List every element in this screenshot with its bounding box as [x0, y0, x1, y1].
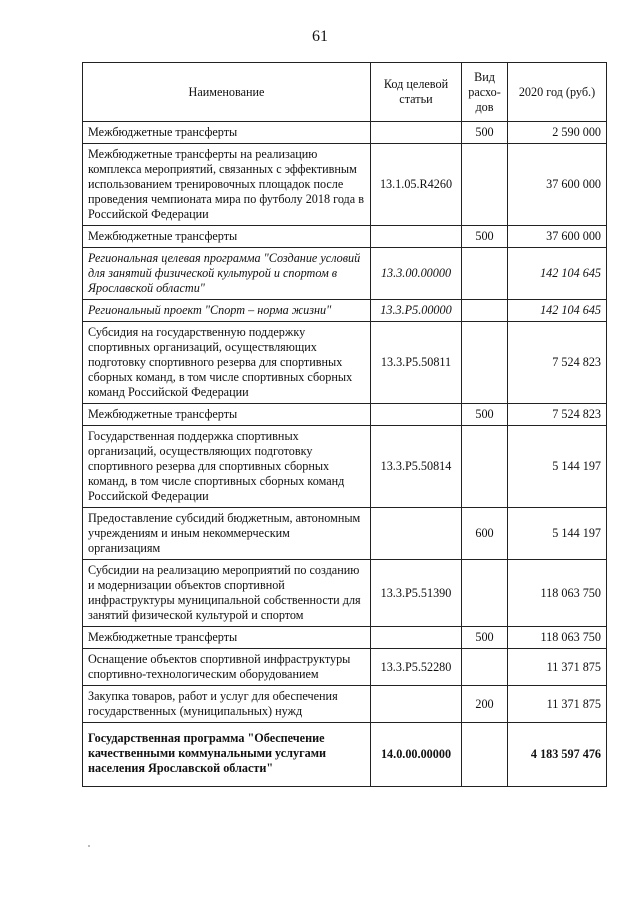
row-kind: 500 — [462, 627, 508, 649]
row-sum: 4 183 597 476 — [508, 723, 607, 787]
row-sum: 118 063 750 — [508, 627, 607, 649]
budget-table — [82, 62, 607, 787]
table-body — [83, 122, 607, 787]
row-code: 13.3.P5.00000 — [371, 300, 462, 322]
column-header-code: Код целевой статьи — [371, 63, 462, 122]
row-name: Межбюджетные трансферты — [83, 404, 371, 426]
table-row — [83, 248, 607, 300]
column-header-kind: Вид расхо-дов — [462, 63, 508, 122]
row-sum: 11 371 875 — [508, 686, 607, 723]
column-header-sum: 2020 год (руб.) — [508, 63, 607, 122]
row-kind: 500 — [462, 226, 508, 248]
table-row — [83, 426, 607, 508]
row-kind — [462, 144, 508, 226]
row-name: Межбюджетные трансферты — [83, 226, 371, 248]
row-sum: 5 144 197 — [508, 426, 607, 508]
row-name: Предоставление субсидий бюджетным, автономным учреждениям и иным некоммерческим организациям — [83, 508, 371, 560]
row-code: 13.3.P5.51390 — [371, 560, 462, 627]
row-kind — [462, 723, 508, 787]
row-code: 14.0.00.00000 — [371, 723, 462, 787]
row-name: Региональный проект "Спорт – норма жизни" — [83, 300, 371, 322]
row-code — [371, 627, 462, 649]
row-name: Оснащение объектов спортивной инфраструктуры спортивно-технологическим оборудованием — [83, 649, 371, 686]
row-kind — [462, 300, 508, 322]
row-code: 13.3.P5.52280 — [371, 649, 462, 686]
row-kind: 500 — [462, 404, 508, 426]
table-row — [83, 723, 607, 787]
row-name: Государственная поддержка спортивных организаций, осуществляющих подготовку спортивного резерва для спортивных сборных команд, в том числе спортивных сборных команд Российской Федерации — [83, 426, 371, 508]
row-sum: 2 590 000 — [508, 122, 607, 144]
row-sum: 142 104 645 — [508, 248, 607, 300]
table-row — [83, 627, 607, 649]
row-name: Субсидия на государственную поддержку спортивных организаций, осуществляющих подготовку спортивного резерва для спортивных сборных команд, в том числе спортивных сборных команд Российской Федерации — [83, 322, 371, 404]
table-row — [83, 322, 607, 404]
row-code: 13.3.00.00000 — [371, 248, 462, 300]
row-code — [371, 686, 462, 723]
row-kind — [462, 649, 508, 686]
row-code — [371, 226, 462, 248]
row-kind: 600 — [462, 508, 508, 560]
row-kind — [462, 248, 508, 300]
table-row — [83, 649, 607, 686]
row-name: Субсидии на реализацию мероприятий по созданию и модернизации объектов спортивной инфраструктуры муниципальной собственности для занятий физической культурой и спортом — [83, 560, 371, 627]
row-name: Межбюджетные трансферты — [83, 122, 371, 144]
scan-speck — [88, 845, 90, 847]
row-name: Региональная целевая программа "Создание условий для занятий физической культурой и спортом в Ярославской области" — [83, 248, 371, 300]
page-number: 61 — [312, 28, 328, 45]
row-kind: 200 — [462, 686, 508, 723]
row-sum: 142 104 645 — [508, 300, 607, 322]
row-name: Межбюджетные трансферты на реализацию комплекса мероприятий, связанных с эффективным использованием тренировочных площадок после проведения чемпионата мира по футболу 2018 года в Российской Федерации — [83, 144, 371, 226]
column-header-name: Наименование — [83, 63, 371, 122]
table-row — [83, 560, 607, 627]
table-row — [83, 122, 607, 144]
row-sum: 5 144 197 — [508, 508, 607, 560]
row-sum: 37 600 000 — [508, 144, 607, 226]
row-kind — [462, 322, 508, 404]
row-kind — [462, 426, 508, 508]
row-kind — [462, 560, 508, 627]
row-code — [371, 404, 462, 426]
table-row — [83, 404, 607, 426]
row-sum: 11 371 875 — [508, 649, 607, 686]
table-row — [83, 226, 607, 248]
table-row — [83, 686, 607, 723]
table-row — [83, 144, 607, 226]
row-sum: 118 063 750 — [508, 560, 607, 627]
row-sum: 37 600 000 — [508, 226, 607, 248]
row-code: 13.1.05.R4260 — [371, 144, 462, 226]
row-code: 13.3.P5.50814 — [371, 426, 462, 508]
table-row — [83, 300, 607, 322]
row-kind: 500 — [462, 122, 508, 144]
row-sum: 7 524 823 — [508, 322, 607, 404]
row-code — [371, 508, 462, 560]
table-header-row — [83, 63, 607, 122]
row-code — [371, 122, 462, 144]
row-name: Государственная программа "Обеспечение качественными коммунальными услугами населения Ярославской области" — [83, 723, 371, 787]
row-code: 13.3.P5.50811 — [371, 322, 462, 404]
row-name: Закупка товаров, работ и услуг для обеспечения государственных (муниципальных) нужд — [83, 686, 371, 723]
row-name: Межбюджетные трансферты — [83, 627, 371, 649]
table-row — [83, 508, 607, 560]
row-sum: 7 524 823 — [508, 404, 607, 426]
